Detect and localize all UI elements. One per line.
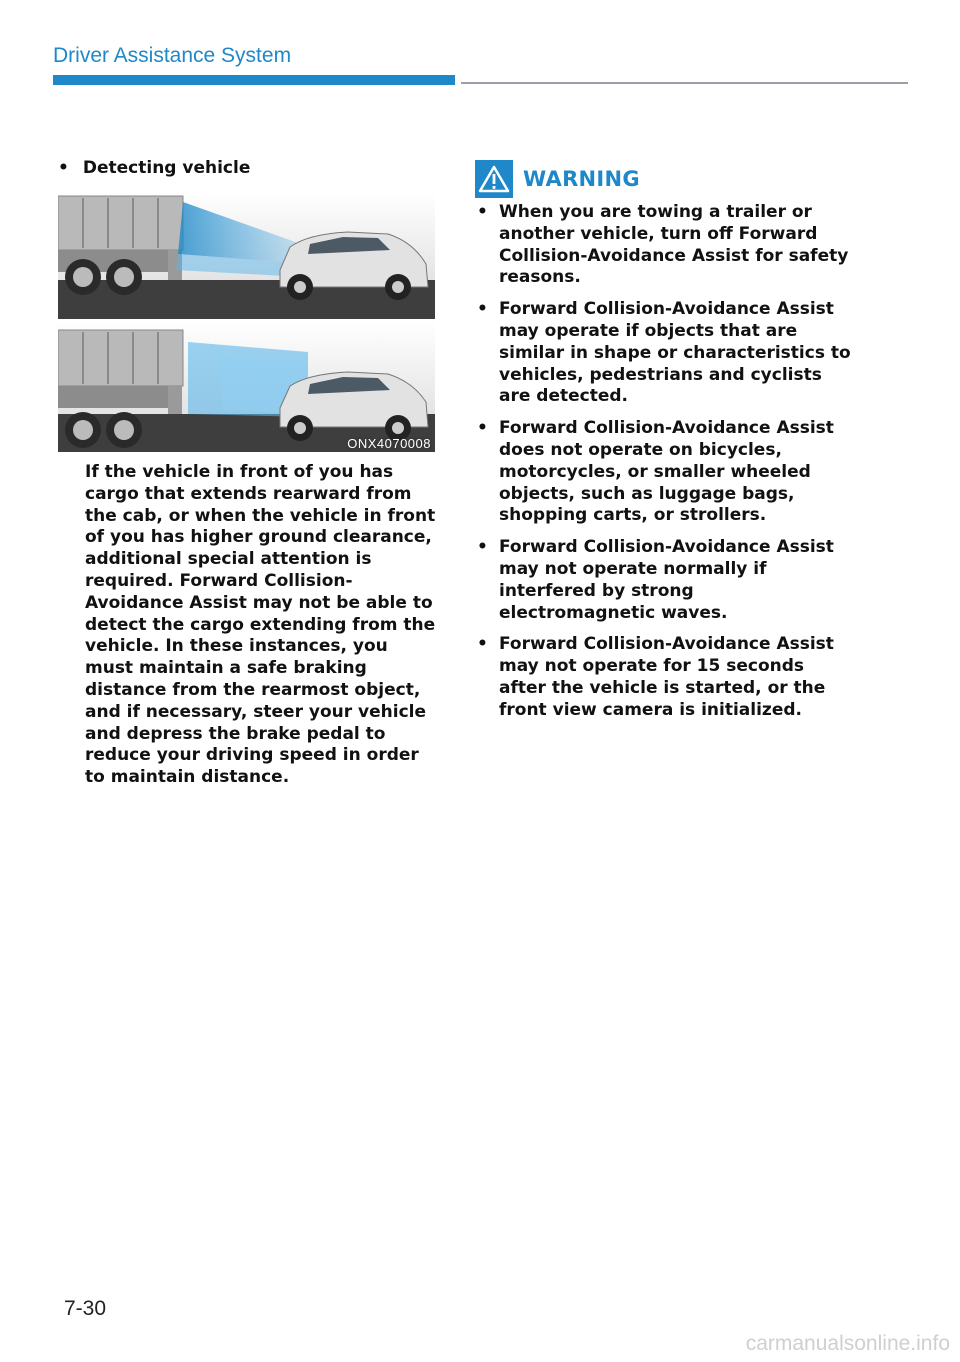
truck-car-illustration xyxy=(58,322,435,452)
header-rule xyxy=(461,82,908,84)
warning-item-text: Forward Collision-Avoidance Assist may not operate normally if interfered by strong electromagnetic waves. xyxy=(499,537,834,623)
list-item xyxy=(475,634,855,721)
bullet: • xyxy=(477,299,488,320)
bullet: • xyxy=(477,418,488,439)
warning-title: WARNING xyxy=(523,167,640,191)
warning-item-text: Forward Collision-Avoidance Assist may not operate for 15 seconds after the vehicle is started, or the front view camera is initialized. xyxy=(499,634,834,720)
warning-item-text: Forward Collision-Avoidance Assist may operate if objects that are similar in shape or characteristics to vehicles, pedestrians and cyclists are detected. xyxy=(499,299,851,407)
warning-item-text: Forward Collision-Avoidance Assist does not operate on bicycles, motorcycles, or smaller wheeled objects, such as luggage bags, shopping carts, or strollers. xyxy=(499,418,834,526)
warning-list xyxy=(475,202,855,732)
list-item xyxy=(475,299,855,408)
list-item xyxy=(475,202,855,289)
warning-header xyxy=(475,160,640,198)
section-title: Driver Assistance System xyxy=(53,44,292,67)
detecting-vehicle-paragraph: If the vehicle in front of you has cargo that extends rearward from the cab, or when the vehicle in front of you has higher ground clearance, additional special attention is required. Forward Collision-Avoidance Assist may not be able to detect the cargo extending from the vehicle. In these instances, you must maintain a safe braking distance from the rearmost object, and if necessary, steer your vehicle and depress the brake pedal to reduce your driving speed in order to maintain distance. xyxy=(85,462,436,788)
page-number: 7-30 xyxy=(64,1297,107,1320)
illustration-cargo-truck-top xyxy=(58,192,435,319)
figure-code: ONX4070008 xyxy=(347,436,431,451)
heading-text: Detecting vehicle xyxy=(82,158,251,178)
list-item xyxy=(475,418,855,527)
bullet: • xyxy=(477,634,488,655)
list-item xyxy=(475,537,855,624)
warning-triangle-icon xyxy=(475,160,513,198)
bullet: • xyxy=(477,537,488,558)
header-accent-bar xyxy=(53,75,455,85)
truck-car-illustration xyxy=(58,192,435,319)
watermark: carmanualsonline.info xyxy=(745,1332,950,1355)
warning-item-text: When you are towing a trailer or another vehicle, turn off Forward Collision-Avoidance Assist for safety reasons. xyxy=(499,202,849,288)
bullet: • xyxy=(58,158,69,178)
bullet: • xyxy=(477,202,488,222)
illustration-cargo-truck-bottom xyxy=(58,322,435,452)
detecting-vehicle-heading xyxy=(58,158,438,178)
left-column xyxy=(58,158,438,178)
